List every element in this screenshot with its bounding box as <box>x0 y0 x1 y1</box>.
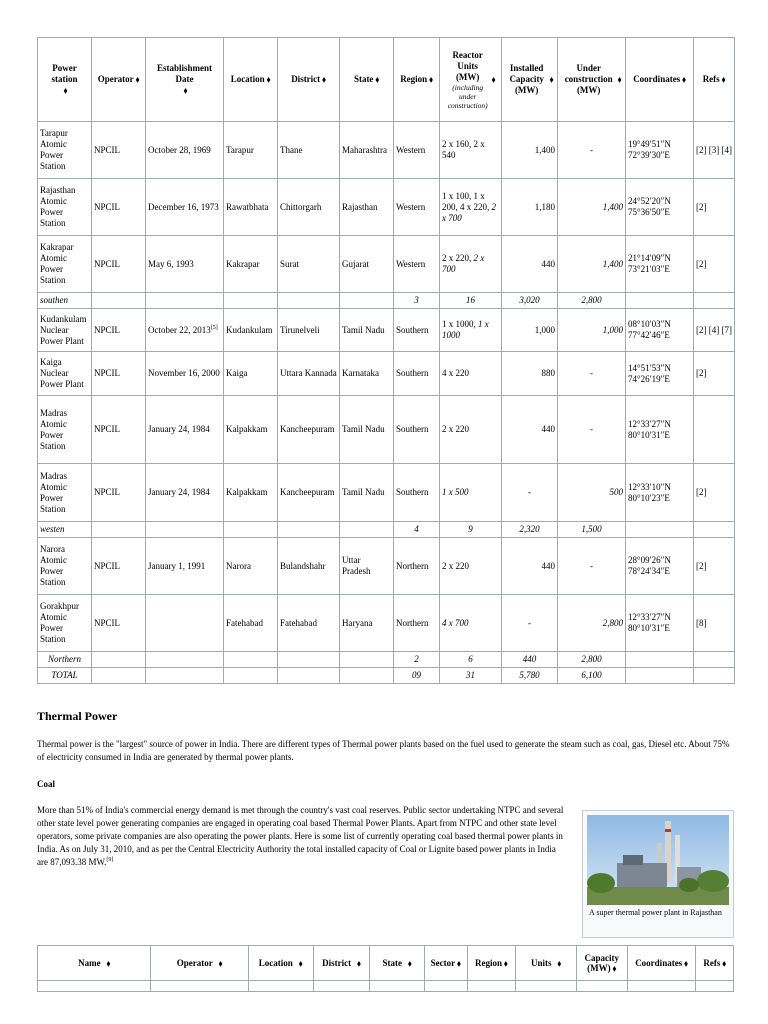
sort-icon[interactable]: ⬧ <box>557 958 562 968</box>
cell-station[interactable]: Tarapur Atomic Power Station <box>38 122 92 179</box>
subtotal-installed: 2,320 <box>502 522 558 538</box>
cell-installed: - <box>502 595 558 652</box>
citation[interactable]: [9] <box>106 857 114 863</box>
cell-district[interactable]: Fatehabad <box>278 595 340 652</box>
col-header-location[interactable]: Location ⬧ <box>248 946 313 981</box>
subtotal-installed: 440 <box>502 652 558 668</box>
cell-region: Western <box>394 179 440 236</box>
sort-icon[interactable]: ⬧ <box>408 958 412 968</box>
cell-district[interactable]: Kancheepuram <box>278 464 340 522</box>
sort-icon[interactable]: ⬧ <box>491 75 496 84</box>
cell-station[interactable]: Rajasthan Atomic Power Station <box>38 179 92 236</box>
cell-region: Northern <box>394 595 440 652</box>
col-header-installed[interactable]: Installed Capacity (MW)⬧ <box>502 38 558 122</box>
cell-station[interactable]: Madras Atomic Power Station <box>38 396 92 464</box>
sort-icon[interactable]: ⬧ <box>682 75 686 85</box>
cell-state[interactable]: Tamil Nadu <box>340 309 394 352</box>
cell-location[interactable]: Kakrapar <box>224 236 278 293</box>
total-under: 6,100 <box>558 668 626 684</box>
table-row <box>38 236 735 293</box>
cell-date: January 24, 1984 <box>146 464 224 522</box>
col-header-region[interactable]: Region ⬧ <box>467 946 516 981</box>
cell-installed: 440 <box>502 396 558 464</box>
cell-installed: 1,000 <box>502 309 558 352</box>
cell-coordinates[interactable]: 12°33′27″N 80°10′31″E <box>626 595 694 652</box>
col-header-district[interactable]: District ⬧ <box>313 946 370 981</box>
cell-under: - <box>558 538 626 595</box>
cell-coordinates[interactable]: 24°52′20″N 75°36′50″E <box>626 179 694 236</box>
cell-coordinates[interactable]: 19°49′51″N 72°39′30″E <box>626 122 694 179</box>
sort-icon[interactable]: ⬧ <box>722 958 727 968</box>
cell-units: 2 x 160, 2 x 540 <box>440 122 502 179</box>
cell-date: November 16, 2000 <box>146 352 224 396</box>
cell-operator[interactable]: NPCIL <box>92 179 146 236</box>
sort-icon[interactable]: ⬧ <box>504 958 508 968</box>
col-header-coordinates[interactable]: Coordinates ⬧ <box>627 946 696 981</box>
col-header-established[interactable]: Establishment Date⬧ <box>146 38 224 122</box>
sort-icon[interactable]: ⬧ <box>457 958 461 968</box>
cell-district[interactable]: Uttara Kannada <box>278 352 340 396</box>
sort-icon[interactable]: ⬧ <box>298 958 303 968</box>
col-header-units[interactable]: Units ⬧ <box>516 946 577 981</box>
cell-district[interactable]: Thane <box>278 122 340 179</box>
table-row <box>38 179 735 236</box>
cell-state[interactable]: Haryana <box>340 595 394 652</box>
sort-icon[interactable]: ⬧ <box>549 75 554 84</box>
col-header-location[interactable]: Location ⬧ <box>224 38 278 122</box>
cell-region: Western <box>394 122 440 179</box>
subtotal-under: 1,500 <box>558 522 626 538</box>
cell-date: October 22, 2013[5] <box>146 309 224 352</box>
col-header-refs[interactable]: Refs ⬧ <box>696 946 734 981</box>
reactor-note: (including under construction) <box>447 82 488 110</box>
section-heading-coal: Coal <box>37 779 55 789</box>
subtotal-reactors: 4 <box>394 522 440 538</box>
table-header-row <box>38 946 734 981</box>
cell-location[interactable]: Kalpakkam <box>224 396 278 464</box>
cell-station[interactable]: Kudankulam Nuclear Power Plant <box>38 309 92 352</box>
subtotal-units: 9 <box>440 522 502 538</box>
cell-under: - <box>558 352 626 396</box>
cell-state[interactable]: Tamil Nadu <box>340 396 394 464</box>
cell-location[interactable]: Kaiga <box>224 352 278 396</box>
table-row <box>38 595 735 652</box>
sort-icon[interactable]: ⬧ <box>429 75 433 85</box>
thermal-plant-image-frame <box>582 810 734 938</box>
cell-state[interactable]: Tamil Nadu <box>340 464 394 522</box>
total-reactors: 09 <box>394 668 440 684</box>
col-header-coordinates[interactable]: Coordinates ⬧ <box>626 38 694 122</box>
cell-state[interactable]: Maharashtra <box>340 122 394 179</box>
subtotal-units: 6 <box>440 652 502 668</box>
cell-refs[interactable]: [2] [4] [7] <box>694 309 735 352</box>
cell-units: 1 x 500 <box>440 464 502 522</box>
subtotal-under: 2,800 <box>558 652 626 668</box>
cell-installed: 1,400 <box>502 122 558 179</box>
sort-icon[interactable]: ⬧ <box>612 963 617 973</box>
cell-station[interactable]: Gorakhpur Atomic Power Station <box>38 595 92 652</box>
sort-icon[interactable]: ⬧ <box>135 75 140 85</box>
total-installed: 5,780 <box>502 668 558 684</box>
col-header-state[interactable]: State ⬧ <box>370 946 425 981</box>
cell-state[interactable]: Gujarat <box>340 236 394 293</box>
cell-station[interactable]: Narora Atomic Power Station <box>38 538 92 595</box>
cell-date: January 24, 1984 <box>146 396 224 464</box>
subtotal-reactors: 2 <box>394 652 440 668</box>
cell-district[interactable]: Tirunelveli <box>278 309 340 352</box>
subtotal-reactors: 3 <box>394 293 440 309</box>
cell-district[interactable]: Surat <box>278 236 340 293</box>
subtotal-row <box>38 652 735 668</box>
col-header-station[interactable]: Power station⬧ <box>38 38 92 122</box>
cell-location[interactable]: Tarapur <box>224 122 278 179</box>
table-header-row <box>38 38 735 122</box>
cell-under: - <box>558 122 626 179</box>
cell-district[interactable]: Bulandshahr <box>278 538 340 595</box>
table-row <box>38 464 735 522</box>
cell-region: Northern <box>394 538 440 595</box>
cell-location[interactable]: Fatehabad <box>224 595 278 652</box>
cell-under: 1,400 <box>558 236 626 293</box>
cell-region: Southern <box>394 396 440 464</box>
sort-icon[interactable]: ⬧ <box>617 75 622 84</box>
subtotal-under: 2,800 <box>558 293 626 309</box>
cell-units: 1 x 1000, 1 x 1000 <box>440 309 502 352</box>
col-header-sector[interactable]: Sector ⬧ <box>424 946 467 981</box>
cell-region: Western <box>394 236 440 293</box>
coal-paragraph: More than 51% of India's commercial energy demand is met through the country's vast coal reserves. Public sector undertaking NTPC and several other state level power generating companies are engaged in operating coal based Thermal Power Plants. Apart from NTPC and other state level operators, some private companies are also operating the power plants. Here is some list of currently operating coal based thermal power plants in India. As on July 31, 2010, and as per the Central Electricity Authority the total installed capacity of Coal or Lignite based power plants in India are 87,093.38 MW.[9] <box>37 805 564 867</box>
cell-date: October 28, 1969 <box>146 122 224 179</box>
cell-under: 1,000 <box>558 309 626 352</box>
cell-units: 4 x 700 <box>440 595 502 652</box>
sort-icon[interactable]: ⬧ <box>183 86 188 96</box>
sort-icon[interactable]: ⬧ <box>375 75 380 85</box>
cell-date: May 6, 1993 <box>146 236 224 293</box>
sort-icon[interactable]: ⬧ <box>322 75 326 85</box>
cell-refs[interactable] <box>694 396 735 464</box>
cell-units: 4 x 220 <box>440 352 502 396</box>
sort-icon[interactable]: ⬧ <box>63 86 68 96</box>
sort-icon[interactable]: ⬧ <box>218 958 223 968</box>
col-header-name[interactable]: Name ⬧ <box>38 946 151 981</box>
col-header-refs[interactable]: Refs ⬧ <box>694 38 735 122</box>
image-caption: A super thermal power plant in Rajasthan <box>589 908 722 917</box>
cell-state[interactable]: Karnataka <box>340 352 394 396</box>
cell-date: January 1, 1991 <box>146 538 224 595</box>
thermal-paragraph: Thermal power is the "largest" source of power in India. There are different types of Thermal power plants based on the fuel used to generate the steam such as coal, gas, Diesel etc. About 75% of electricity consumed in India are generated by thermal power plants. <box>37 739 730 762</box>
nuclear-table-body <box>38 122 735 684</box>
table-row <box>38 396 735 464</box>
cell-location[interactable]: Kudankulam <box>224 309 278 352</box>
cell-refs[interactable]: [2] [3] [4] <box>694 122 735 179</box>
subtotal-label: Northern <box>38 652 92 668</box>
cell-operator[interactable]: NPCIL <box>92 352 146 396</box>
cell-under: 500 <box>558 464 626 522</box>
total-label: TOTAL <box>38 668 92 684</box>
cell-under: - <box>558 396 626 464</box>
cell-state[interactable]: Rajasthan <box>340 179 394 236</box>
sort-icon[interactable]: ⬧ <box>684 958 688 968</box>
cell-units: 1 x 100, 1 x 200, 4 x 220, 2 x 700 <box>440 179 502 236</box>
cell-installed: 440 <box>502 538 558 595</box>
cell-coordinates[interactable]: 08°10′03″N 77°42′46″E <box>626 309 694 352</box>
col-header-reactor-units[interactable]: Reactor Units (MW) (including under construction) ⬧ <box>440 38 502 122</box>
table-row <box>38 309 735 352</box>
cell-location[interactable]: Rawatbhata <box>224 179 278 236</box>
col-header-district[interactable]: District ⬧ <box>278 38 340 122</box>
col-header-capacity[interactable]: Capacity (MW) ⬧ <box>576 946 627 981</box>
section-heading-thermal-power: Thermal Power <box>37 709 118 723</box>
sort-icon[interactable]: ⬧ <box>266 75 271 85</box>
cell-station[interactable]: Kakrapar Atomic Power Station <box>38 236 92 293</box>
cell-region: Southern <box>394 352 440 396</box>
subtotal-row <box>38 293 735 309</box>
cell-refs[interactable]: [2] <box>694 179 735 236</box>
cell-region: Southern <box>394 309 440 352</box>
cell-installed: 880 <box>502 352 558 396</box>
cell-district[interactable]: Kancheepuram <box>278 396 340 464</box>
cell-date: December 16, 1973 <box>146 179 224 236</box>
cell-under: 2,800 <box>558 595 626 652</box>
cell-refs[interactable]: [2] <box>694 538 735 595</box>
col-header-operator[interactable]: Operator ⬧ <box>92 38 146 122</box>
total-row <box>38 668 735 684</box>
subtotal-label: westen <box>38 522 92 538</box>
sort-icon[interactable]: ⬧ <box>357 958 361 968</box>
subtotal-installed: 3,020 <box>502 293 558 309</box>
cell-operator[interactable]: NPCIL <box>92 595 146 652</box>
cell-station[interactable]: Madras Atomic Power Station <box>38 464 92 522</box>
subtotal-units: 16 <box>440 293 502 309</box>
cell-coordinates[interactable]: 28°09′26″N 78°24′34″E <box>626 538 694 595</box>
cell-refs[interactable]: [8] <box>694 595 735 652</box>
cell-refs[interactable]: [2] <box>694 352 735 396</box>
cell-operator[interactable]: NPCIL <box>92 538 146 595</box>
cell-coordinates[interactable]: 12°33′27″N 80°10′31″E <box>626 396 694 464</box>
sort-icon[interactable]: ⬧ <box>106 958 111 968</box>
total-units: 31 <box>440 668 502 684</box>
cell-units: 2 x 220, 2 x 700 <box>440 236 502 293</box>
thermal-plant-photo[interactable] <box>587 815 729 905</box>
cell-location[interactable]: Narora <box>224 538 278 595</box>
cell-region: Southern <box>394 464 440 522</box>
cell-refs[interactable]: [2] <box>694 236 735 293</box>
nuclear-power-table <box>37 37 735 684</box>
cell-operator[interactable]: NPCIL <box>92 464 146 522</box>
cell-state[interactable]: Uttar Pradesh <box>340 538 394 595</box>
table-row <box>38 538 735 595</box>
subtotal-row <box>38 522 735 538</box>
subtotal-label: southen <box>38 293 92 309</box>
cell-operator[interactable]: NPCIL <box>92 236 146 293</box>
cell-district[interactable]: Chittorgarh <box>278 179 340 236</box>
cell-units: 2 x 220 <box>440 396 502 464</box>
col-header-state[interactable]: State ⬧ <box>340 38 394 122</box>
cell-location[interactable]: Kalpakkam <box>224 464 278 522</box>
cell-installed: - <box>502 464 558 522</box>
table-row <box>38 981 734 992</box>
cell-installed: 440 <box>502 236 558 293</box>
cell-operator[interactable]: NPCIL <box>92 122 146 179</box>
cell-operator[interactable]: NPCIL <box>92 396 146 464</box>
cell-operator[interactable]: NPCIL <box>92 309 146 352</box>
cell-date <box>146 595 224 652</box>
coal-power-table <box>37 945 734 992</box>
cell-installed: 1,180 <box>502 179 558 236</box>
cell-under: 1,400 <box>558 179 626 236</box>
cell-station[interactable]: Kaiga Nuclear Power Plant <box>38 352 92 396</box>
cell-coordinates[interactable]: 14°51′53″N 74°26′19″E <box>626 352 694 396</box>
cell-coordinates[interactable]: 21°14′09″N 73°21′03″E <box>626 236 694 293</box>
col-header-operator[interactable]: Operator ⬧ <box>151 946 248 981</box>
table-row <box>38 352 735 396</box>
table-row <box>38 122 735 179</box>
cell-coordinates[interactable]: 12°33′10″N 80°10′23″E <box>626 464 694 522</box>
citation[interactable]: [5] <box>210 324 218 331</box>
col-header-region[interactable]: Region ⬧ <box>394 38 440 122</box>
col-header-under-construction[interactable]: Under construction (MW)⬧ <box>558 38 626 122</box>
cell-refs[interactable]: [2] <box>694 464 735 522</box>
cell-units: 2 x 220 <box>440 538 502 595</box>
sort-icon[interactable]: ⬧ <box>721 75 726 85</box>
